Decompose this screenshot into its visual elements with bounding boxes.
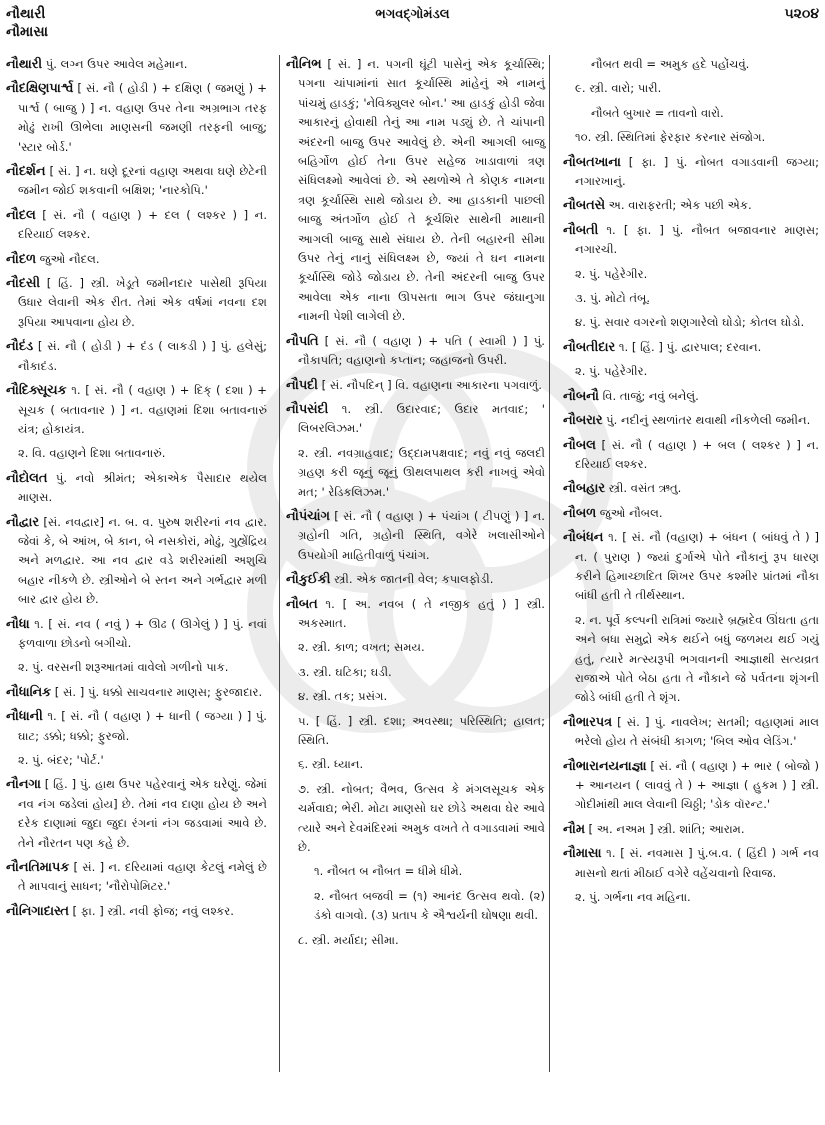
page-number: ૫૨૦૪ [784,6,819,22]
headword: નૌદ્વાર [6,514,39,530]
sense-definition: ૭. સ્ત્રી. નોબત; વૈભવ, ઉત્સવ કે મંગલસૂચક એક ચર્મવાદ્ય; ભેરી. મોટા માણસો ઘર છોડે અથવા ઘેર આવે ત્યારે અને દેવમંદિરમાં અમુક વખતે તે વગાડવામાં આવે છે. [298,781,545,855]
dictionary-entry [6,274,267,332]
sense-definition: ૨. પું. વરસની શરૂઆતમાં વાવેલો ગળીનો પાક. [18,660,229,675]
sense-definition: ૪. પું. સવાર વગરનો શણગારેલો ઘોડો; કોતલ ઘોડો. [575,315,805,330]
headword: નૌબળ [563,505,597,521]
sense-definition: ૨. સ્ત્રી. કાળ; વખત; સમય. [298,640,425,655]
headword: નૌભારપત્ર [563,714,612,730]
definition: ૧. [ સં. નૌ ( વહાણ ) + ધાની ( જગ્યા ) ] પું. ઘાટ; ડક્કો; ધક્કો; ફુરજો. [18,709,267,743]
definition: [ સં. નૌ ( વહાણ ) + ભાર ( બોજો ) + આનયન ( લાવવું તે ) + આજ્ઞા ( હુકમ ) ] સ્ત્રી. ગોદીમાંથી માલ લેવાની ચિઠ્ઠી; 'ડોક વૉરન્ટ.' [575,758,819,812]
definition: [સં. નવદ્વાર] ન. બ. વ. પુરુષ શરીરનાં નવ દ્વાર. જેવાં કે, બે આંખ, બે કાન, બે નસકોરાં, મોઢું, ગુહ્યેંદ્રિય અને મળદ્વાર. આ નવ દ્વાર વડે શરીરમાંથી અશુચિ બહાર નીકળે છે. સ્ત્રીઓને બે સ્તન અને ગર્ભદ્વાર મળી બાર દ્વાર હોય છે. [18,514,267,607]
dictionary-entry [6,206,267,245]
headword: નૌનતિમાપક [6,860,70,876]
sense-definition: ૨. પું. બંદર; 'પોર્ટ.' [18,753,104,767]
sense-definition: ૨. ન. પૂર્વે કલ્પની રાત્રિમાં જ્યારે બ્રહ્મદેવ ઊંઘતા હતા અને બધા સમુદ્રો એક થઈને બધું જળમય થઈ ગયું હતું, ત્યારે મત્સ્યરૂપી ભગવાનની આજ્ઞાથી સત્યવ્રત રાજાએ પોતે બેઠા હતા તે નૌકાને જે પર્વતના શૃંગની જોડે બાંધી હતી તે શૃંગ. [575,612,819,705]
definition: [ હિં. ] પું. હાથ ઉપર પહેરવાનું એક ઘરેણું. જેમાં નવ નંગ જડેલાં હોય] છે. તેમાં નવ દાણા હોય છે અને દરેક દાણામાં જુદા જુદા રંગનાં નંગ જડવામાં આવે છે. તેને નૌરતન પણ કહે છે. [18,777,267,850]
sense-definition: ૩. સ્ત્રી. ઘટિકા; ઘડી. [298,664,392,679]
sense-definition: ૨. પું. પહેરેગીર. [575,364,648,379]
definition: [ સં. નૌ ( હોડી ) + દંડ ( લાકડી ) ] પું. હલેસું; નૌકાદંડ. [18,339,267,373]
headword: નૌધાનિક [6,684,52,700]
dictionary-entry [563,387,819,406]
headword: નૌબહાર [563,481,605,497]
headword: નૌબતીદાર [563,339,616,355]
dictionary-entry [6,381,267,439]
dictionary-entry [286,507,545,565]
column-right [557,55,819,1105]
sense-definition: ૨. સ્ત્રી. નવગ્રાહવાદ; ઉદ્દામપક્ષવાદ; નવું નવું જલદી ગ્રહણ કરી જૂનું જૂનું ઊથલપાથલ કરી નાખવું એવો મત; ' રેડિકલિઝમ.' [298,445,545,499]
dictionary-entry [563,820,819,839]
sense-definition: ૮. સ્ત્રી. મર્યાદા; સીમા. [298,932,399,947]
headword: નૌબત [286,596,318,612]
dictionary-entry [6,469,267,508]
definition: ૧. [ ફા. ] પું. નૌબત બજાવનાર માણસ; નગારચી. [575,222,819,257]
definition: પું. નવો શ્રીમંત; એકાએક પૈસાદાર થયેલ માણસ. [18,470,267,505]
dictionary-entry [563,153,819,192]
definition: [ સં. નૌ ( હોડી ) + દક્ષિણ ( જમણું ) + પાર્શ્વ ( બાજુ ) ] ન. વહાણ ઉપર તેના અગ્રભાગ તરફ મોઢું રાખી ઊભેલા માણસની જમણી તરફની બાજુ; 'સ્ટાર બોર્ડ.' [18,81,267,154]
dictionary-entry [6,337,267,376]
dictionary-entry [563,479,819,498]
headword: નૌપસંદી [286,401,329,417]
definition: જુઓ નૌદલ. [35,251,100,266]
definition: [ ફા. ] પું. નોબત વગાડવાની જગ્યા; નગારખાનું. [575,154,819,189]
idiom-definition: ૧. નૌબત બ નૌબત = ધીમે ધીમે. [314,864,463,879]
definition: [ સં. ] ન. દરિયામાં વહાણ કેટલું નમેલું છે તે માપવાનું સાધન; 'નૌરોપોમિટર.' [18,860,267,894]
dictionary-entry [563,504,819,523]
column-middle [279,55,550,1072]
headword: નૌદોલત [6,470,48,486]
headword: નૌબલ [563,437,596,453]
dictionary-entry [286,376,545,395]
headword: નૌભારાનયનાજ્ઞા [563,758,647,774]
guide-word-bottom: નૌમાસા [6,24,49,40]
headword: નૌબરાર [563,413,603,429]
definition: ૧. [ સં. નવમાસ ] પું.બ.વ. ( હિંદી ) ગર્ભ નવ માસનો થતાં મીઠાઈ વગેરે વહેંચવાનો રિવાજ. [575,846,819,880]
definition: ૧. સ્ત્રી. ઉદારવાદ; ઉદાર મતવાદ; ' લિબરલિઝમ.' [298,401,545,436]
headword: નૌબતખાના [563,154,621,170]
sense-definition: ૨. વિ. વહાણને દિશા બતાવનારું. [18,446,166,461]
sense-definition: ૨. પું. પહેરેગીર. [575,266,648,281]
definition: ૧. [ હિં. ] પું. દ્વારપાલ; દરવાન. [615,339,762,354]
dictionary-columns [0,55,825,1115]
sense-definition: ૩. પું. મોટો તંબૂ. [575,291,651,306]
page-header [0,0,825,55]
headword: નૌદિક્સૂચક [6,383,67,399]
definition: [ સં. નૌ ( વહાણ ) + બલ ( લશ્કર ) ] ન. દરિયાઈ લશ્કર. [575,437,819,471]
dictionary-entry [6,775,267,853]
headword: નૌધા [6,616,30,632]
column-left [6,55,271,1105]
definition: અ. વારાફરતી; એક પછી એક. [604,198,752,213]
headword: નૌપતિ [286,333,319,349]
definition: [ સં. નૌ ( વહાણ ) + પતિ ( સ્વામી ) ] પું. નૌકાપતિ; વહાણનો કપ્તાન; જહાજનો ઉપરી. [298,333,545,368]
dictionary-entry [6,55,267,74]
definition: [ અ. નઅમ ] સ્ત્રી. શાંતિ; આરામ. [584,821,745,836]
page-title: ભગવદ્ગોમંડલ [375,7,450,22]
dictionary-entry [6,79,267,157]
sense-definition: ૨. પું. ગર્ભના નવ મહિના. [575,890,691,905]
headword: નૌબતસે [563,198,605,214]
idiom-definition: નૌબતે બુખાર = તાવનો વારો. [591,105,724,120]
headword: નૌદલ [6,207,36,223]
definition: [ સં. નૌપદિન્ ] વિ. વહાણના આકારના પગવાળું. [317,377,542,392]
dictionary-entry [286,55,545,327]
dictionary-entry [6,250,267,269]
dictionary-entry [563,196,819,215]
dictionary-entry [6,513,267,610]
dictionary-entry [563,436,819,475]
definition: [ સં. ] ન. ઘણે દૂરનાં વહાણ અથવા ઘણે છેટેની જમીન જોઈ શકવાની બક્ષિશ; 'નારકોપિ.' [18,164,267,198]
headword: નૌનગા [6,777,41,793]
dictionary-entry [286,400,545,439]
dictionary-entry [6,858,267,897]
definition: સ્ત્રી. એક જાતની વેલ; કપાલફોડી. [330,572,494,587]
definition: પું. નદીનું સ્થળાંતર થવાથી નીકળેલી જમીન. [602,413,811,428]
dictionary-entry [563,411,819,430]
guide-word-top: નૌથારી [6,6,46,22]
definition: ૧. [ અ. નવબ ( તે નજીક હતું ) ] સ્ત્રી. અકસ્માત. [298,596,545,630]
definition: [ સં. ] ન. પગની ઘૂંટી પાસેનું એક કૂર્ચાસ્થિ; પગના ચાંપામાંનાં સાત કૂર્ચાસ્થિ માંહેનું એ નામનું પાંચમું હાડકું; 'નેવિક્યુલર બોન.' આ હાડકું હોડી જેવા આકારનું હોવાથી તેનું આ નામ પડ્યું છે. તે ચાંપાની અંદરની બાજુ ઉપર આવેલું છે. એની આગલી બાજુ બહિર્ગોળ હોઈ તેના ઉપર સહેજ ખાડાવાળાં ત્રણ સંધિલક્ષ્મો આવેલાં છે. એ સ્થળોએ તે કોણક નામના ત્રણ કૂર્ચાસ્થિ સાથે જોડાય છે. આ હાડકાની પાછલી બાજુ અંતર્ગોળ હોઈ તે કૂર્ચશિર સાથેની માથાની આગલી બાજુ સાથે સંધાય છે. તેની બહારની સીમા ઉપર તેનું નાનું સંધિલક્ષ્મ છે, જ્યાં તે ઘન નામના કૂર્ચાસ્થિ જોડે જોડાય છે. તેની અંદરની બાજુ ઉપર આવેલા એક નાના ઊપસતા ભાગ ઉપર જંઘાનુગા નામની પેશી લાગેલી છે. [298,57,545,324]
headword: નૌધાની [6,709,43,725]
headword: નૌમ [563,821,585,837]
headword: નૌદળ [6,251,36,267]
dictionary-entry [563,757,819,815]
sense-definition: ૫. [ હિં. ] સ્ત્રી. દશા; અવસ્થા; પરિસ્થિતિ; હાલત; સ્થિતિ. [298,713,545,747]
idiom-definition: ૨. નૌબત બજવી = (૧) આનંદ ઉત્સવ થવો. (૨) ડંકો વાગવો. (૩) પ્રતાપ કે ઐશ્વર્યની ઘોષણા થવી. [314,888,545,923]
dictionary-entry [563,221,819,260]
headword: નૌદક્ષિણપાર્શ્વ [6,81,74,97]
definition: [ હિં. ] સ્ત્રી. ખેડૂતે જમીનદાર પાસેથી રૂપિયા ઉધાર લેવાની એક રીત. તેમાં એક વર્ષમાં નવના દશ રૂપિયા આપવાના હોય છે. [18,276,267,329]
dictionary-entry [563,338,819,357]
definition: [ સં. નૌ ( વહાણ ) + પંચાંગ ( ટીપણું ) ] ન. ગ્રહોની ગતિ, ગ્રહોની સ્થિતિ, વગેરે ખલાસીઓને ઉપયોગી માહિતીવાળું પંચાંગ. [298,508,545,562]
definition: વિ. તાજું; નવું બનેલું. [598,388,699,403]
dictionary-entry [286,570,545,589]
definition: જુઓ નૌબલ. [596,505,663,520]
headword: નૌપદી [286,377,318,393]
headword: નૌબનૌ [563,388,599,404]
dictionary-entry [563,713,819,752]
headword: નૌનિભ [286,57,322,72]
sense-definition: ૧૦. સ્ત્રી. સ્થિતિમાં ફેરફાર કરનાર સંજોગ. [575,130,766,145]
dictionary-entry [286,595,545,634]
idiom-definition: નૌબત થવી = અમુક હદે પહોંચવું. [591,57,750,71]
sense-definition: ૬. સ્ત્રી. ધ્યાન. [298,757,364,772]
dictionary-entry [286,332,545,371]
headword: નૌકુઈકી [286,572,331,588]
dictionary-entry [6,683,267,702]
dictionary-entry [563,844,819,883]
headword: નૌદસી [6,276,41,292]
definition: ૧. [ સં. નવ ( નવું ) + ઊઢ ( ઊગેલું ) ] પું. નવાં ફળવાળા છોડનો બગીચો. [18,616,267,650]
sense-definition: ૯. સ્ત્રી. વારો; પારી. [575,81,662,96]
headword: નૌથારી [6,57,43,72]
definition: ૧. [ સં. નૌ ( વહાણ ) + દિક્ ( દશા ) + સૂચક ( બતાવનાર ) ] ન. વહાણમાં દિશા બતાવનારું યંત્ર; હોકાયંત્ર. [18,383,267,436]
dictionary-entry [6,902,267,921]
definition: પું. લગ્ન ઉપર આવેલ મહેમાન. [42,57,188,71]
headword: નૌબંધન [563,530,604,546]
definition: ૧. [ સં. નૌ (વહાણ) + બંધન ( બાંધવું તે ) ] ન. ( પુરાણ ) જ્યાં દુર્ગાએ પોતે નૌકાનું રૂપ ધારણ કરીને હિમાચ્છાદિત શિખર ઉપર કશ્મીર પ્રાંતમાં નૌકા બાંધી હતી તે તીર્થસ્થાન. [575,530,819,603]
definition: [ સં. નૌ ( વહાણ ) + દલ ( લશ્કર ) ] ન. દરિયાઈ લશ્કર. [18,207,267,242]
dictionary-entry [6,162,267,201]
headword: નૌનિગાદાસ્ત [6,903,69,919]
headword: નૌબતી [563,222,599,238]
sense-definition: ૪. સ્ત્રી. તક; પ્રસંગ. [298,689,388,704]
dictionary-entry [563,528,819,606]
dictionary-entry [6,707,267,746]
headword: નૌપંચાંગ [286,508,330,524]
dictionary-entry [6,615,267,654]
definition: સ્ત્રી. વસંત ઋતુ. [604,481,682,496]
definition: [ સં. ] પું. નાવલેખ; સતમી; વહાણમાં માલ ભરેલો હોય તે સંબંધી કાગળ; 'બિલ ઓવ લેડિંગ.' [575,714,819,749]
definition: [ ફા. ] સ્ત્રી. નવી ફોજ; નવું લશ્કર. [68,903,234,918]
headword: નૌમાસા [563,846,602,862]
headword: નૌદર્શન [6,164,46,180]
headword: નૌદંડ [6,339,34,355]
definition: [ સં. ] પું. ધક્કો સાચવનાર માણસ; ફુરજાદાર. [51,684,263,699]
